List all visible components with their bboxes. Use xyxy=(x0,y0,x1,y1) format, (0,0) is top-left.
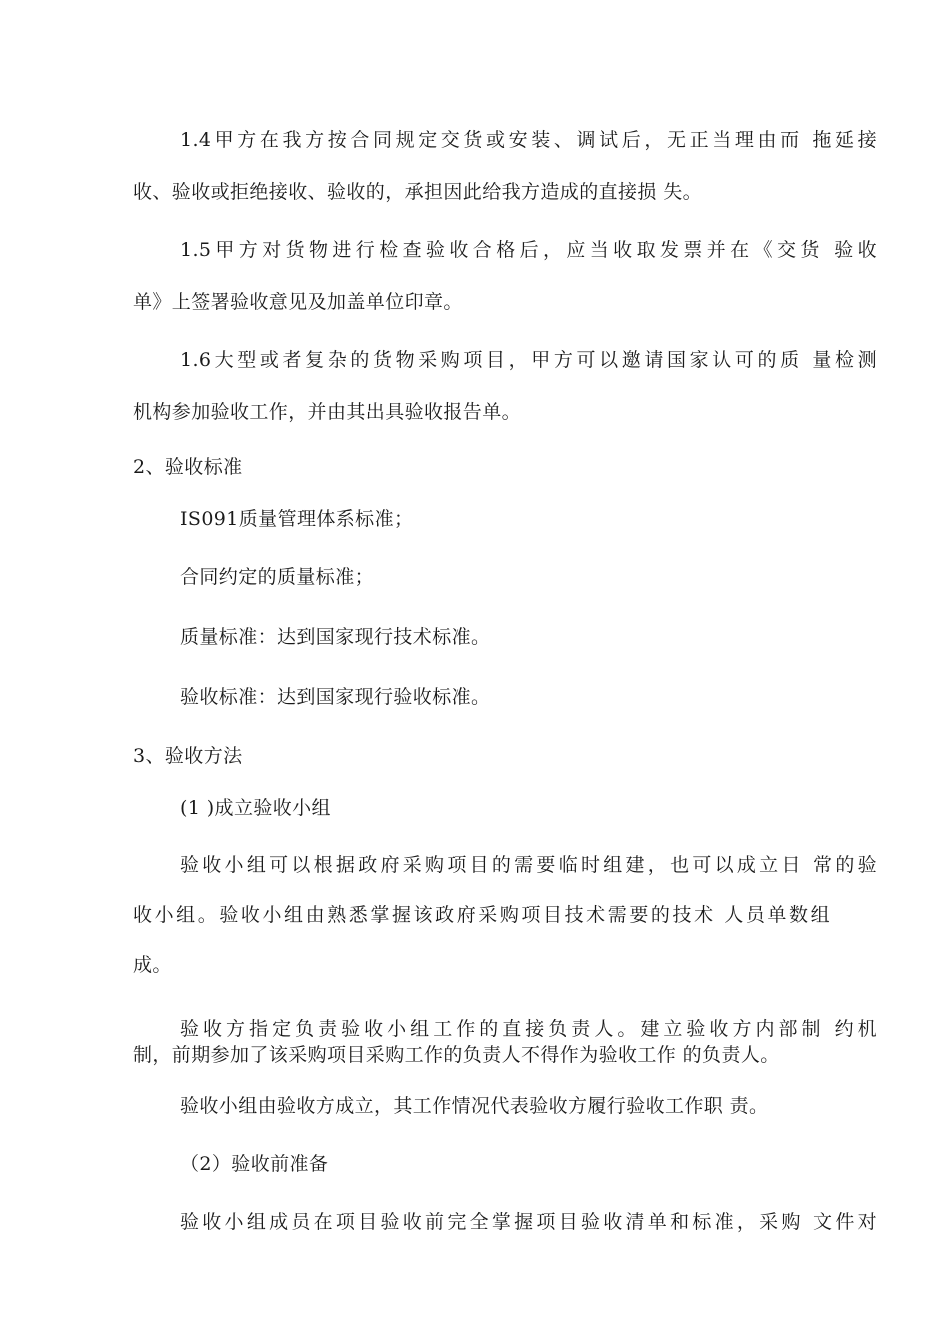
subheading-team: (1 )成立验收小组 xyxy=(180,797,331,819)
team-para-1-line-3: 成。 xyxy=(133,954,172,976)
standards-item-1: IS091质量管理体系标准； xyxy=(180,508,414,530)
para-1-4-line-1: 1.4甲方在我方按合同规定交货或安装、调试后，无正当理由而 拖延接 xyxy=(180,129,877,151)
team-para-1-line-2: 收小组。验收小组由熟悉掌握该政府采购项目技术需要的技术 人员单数组 xyxy=(133,904,830,926)
heading-standards: 2、验收标准 xyxy=(133,456,243,478)
team-para-3: 验收小组由验收方成立，其工作情况代表验收方履行验收工作职 责。 xyxy=(180,1095,769,1117)
team-para-2-line-2: 制，前期参加了该采购项目采购工作的负责人不得作为验收工作 的负责人。 xyxy=(133,1044,780,1066)
subheading-prep: （2）验收前准备 xyxy=(180,1153,329,1175)
para-1-5-line-1: 1.5甲方对货物进行检查验收合格后，应当收取发票并在《交货 验收 xyxy=(180,239,877,261)
heading-methods: 3、验收方法 xyxy=(133,745,243,767)
para-1-6-line-2: 机构参加验收工作，并由其出具验收报告单。 xyxy=(133,401,522,423)
team-para-1-line-1: 验收小组可以根据政府采购项目的需要临时组建，也可以成立日 常的验 xyxy=(180,854,877,876)
prep-para-1-line-1: 验收小组成员在项目验收前完全掌握项目验收清单和标准，采购 文件对 xyxy=(180,1211,877,1233)
para-1-6-line-1: 1.6大型或者复杂的货物采购项目，甲方可以邀请国家认可的质 量检测 xyxy=(180,349,877,371)
para-1-5-line-2: 单》上签署验收意见及加盖单位印章。 xyxy=(133,291,463,313)
standards-item-2: 合同约定的质量标准； xyxy=(180,566,375,588)
para-1-4-line-2: 收、验收或拒绝接收、验收的，承担因此给我方造成的直接损 失。 xyxy=(133,181,703,203)
standards-item-3: 质量标准：达到国家现行技术标准。 xyxy=(180,626,491,648)
team-para-2-line-1: 验收方指定负责验收小组工作的直接负责人。建立验收方内部制 约机 xyxy=(180,1018,877,1040)
standards-item-4: 验收标准：达到国家现行验收标准。 xyxy=(180,686,491,708)
